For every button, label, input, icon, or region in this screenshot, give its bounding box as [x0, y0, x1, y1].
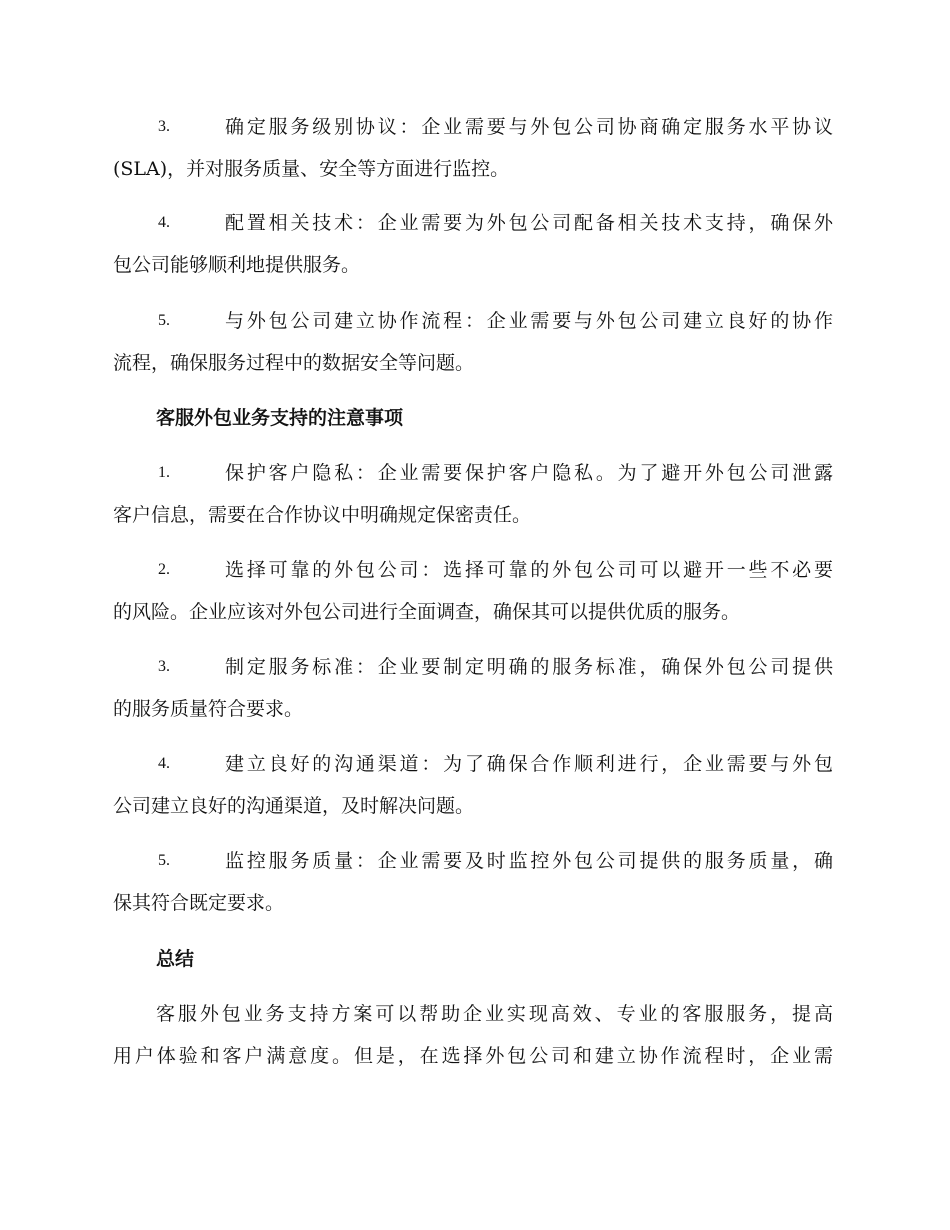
list-item: [113, 646, 833, 730]
list-item-line: 的风险。企业应该对外包公司进行全面调查，确保其可以提供优质的服务。: [113, 601, 741, 623]
list-item-line: (SLA)，并对服务质量、安全等方面进行监控。: [113, 158, 510, 180]
list-item-line: 保护客户隐私：企业需要保护客户隐私。为了避开外包公司泄露: [225, 462, 833, 484]
list-item: [113, 300, 833, 384]
list-item: [113, 202, 833, 286]
list-item: [113, 743, 833, 827]
list-item: [113, 106, 833, 190]
list-item-line: 建立良好的沟通渠道：为了确保合作顺利进行，企业需要与外包: [225, 753, 833, 775]
paragraph-line: 用户体验和客户满意度。但是，在选择外包公司和建立协作流程时，企业需: [113, 1045, 833, 1067]
list-item-number: 3.: [158, 118, 170, 135]
list-item-line: 流程，确保服务过程中的数据安全等问题。: [113, 352, 475, 374]
list-item-line: 与外包公司建立协作流程：企业需要与外包公司建立良好的协作: [225, 310, 833, 332]
list-item-line: 客户信息，需要在合作协议中明确规定保密责任。: [113, 504, 532, 526]
list-item-number: 2.: [158, 561, 170, 578]
list-item: [113, 840, 833, 924]
list-item-number: 4.: [158, 214, 170, 231]
list-item-line: 制定服务标准：企业要制定明确的服务标准，确保外包公司提供: [225, 656, 833, 678]
list-item-line: 配置相关技术：企业需要为外包公司配备相关技术支持，确保外: [225, 212, 833, 234]
summary-paragraph: [113, 993, 833, 1077]
list-item-line: 确定服务级别协议：企业需要与外包公司协商确定服务水平协议: [225, 116, 833, 138]
section-heading: 总结: [156, 948, 195, 970]
list-item-number: 4.: [158, 755, 170, 772]
list-item-line: 公司建立良好的沟通渠道，及时解决问题。: [113, 795, 475, 817]
list-item-line: 保其符合既定要求。: [113, 892, 285, 914]
list-item: [113, 452, 833, 536]
list-item: [113, 549, 833, 633]
list-item-number: 5.: [158, 852, 170, 869]
paragraph-line: 客服外包业务支持方案可以帮助企业实现高效、专业的客服服务，提高: [156, 1003, 833, 1025]
list-item-line: 包公司能够顺利地提供服务。: [113, 254, 361, 276]
list-item-number: 3.: [158, 658, 170, 675]
list-item-line: 的服务质量符合要求。: [113, 698, 304, 720]
list-item-line: 监控服务质量：企业需要及时监控外包公司提供的服务质量，确: [225, 850, 833, 872]
list-item-number: 5.: [158, 312, 170, 329]
list-item-line: 选择可靠的外包公司：选择可靠的外包公司可以避开一些不必要: [225, 559, 833, 581]
list-item-number: 1.: [158, 464, 170, 481]
section-heading: 客服外包业务支持的注意事项: [156, 407, 404, 429]
